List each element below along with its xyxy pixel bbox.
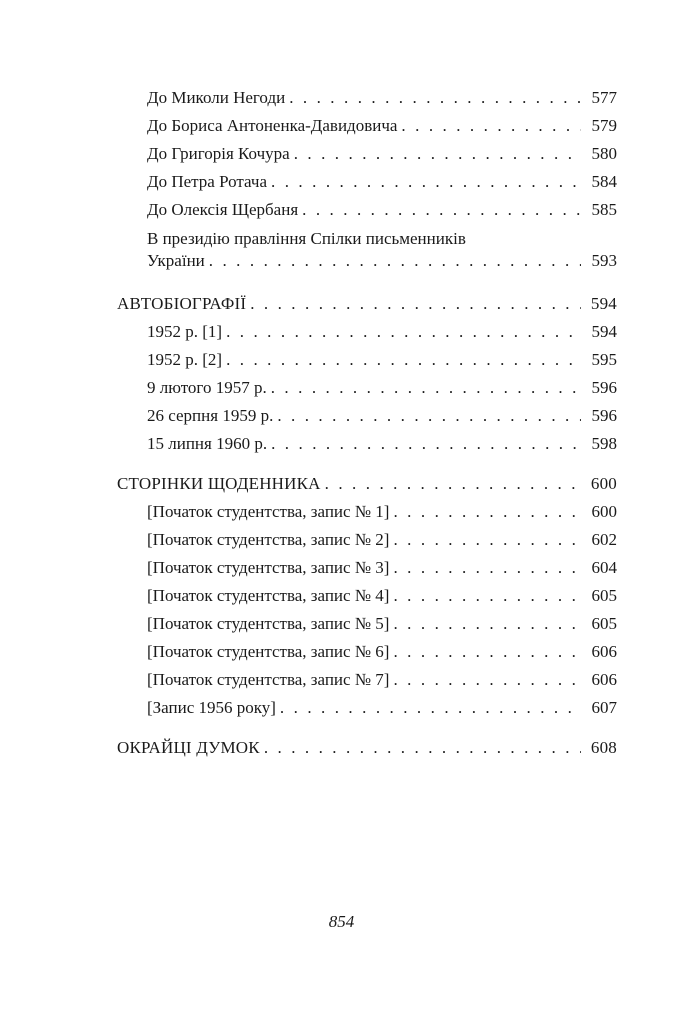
toc-entry-title: [Початок студентства, запис № 4]: [147, 586, 390, 605]
toc-entry-page: 605: [591, 614, 617, 633]
toc-entry-page: 585: [591, 200, 617, 219]
toc-entry-title-line1: В президію правління Спілки письменників: [147, 229, 466, 248]
toc-entry-page: 580: [591, 144, 617, 163]
toc-section-title: АВТОБІОГРАФІЇ: [117, 294, 247, 313]
toc-entry-title-line2: України: [147, 251, 205, 270]
toc-entry-page: 584: [591, 172, 617, 191]
toc-entry[interactable]: [117, 638, 617, 666]
dot-leader: [264, 734, 581, 762]
dot-leader: [277, 402, 581, 430]
dot-leader: [393, 666, 581, 694]
toc-entry[interactable]: [117, 554, 617, 582]
table-of-contents: [117, 84, 617, 762]
toc-entry-title: [Початок студентства, запис № 3]: [147, 558, 390, 577]
dot-leader: [289, 84, 581, 112]
toc-section-title: СТОРІНКИ ЩОДЕННИКА: [117, 474, 321, 493]
dot-leader: [280, 694, 581, 722]
dot-leader: [401, 112, 581, 140]
toc-entry-page: 579: [591, 116, 617, 135]
toc-entry-page: 596: [591, 406, 617, 425]
toc-entry-title: [Початок студентства, запис № 6]: [147, 642, 390, 661]
toc-entry-page: 608: [590, 738, 617, 757]
toc-entry[interactable]: [117, 582, 617, 610]
toc-entry[interactable]: [117, 694, 617, 722]
toc-entry-title: До Петра Ротача: [147, 172, 268, 191]
toc-entry-title: До Бориса Антоненка-Давидовича: [147, 116, 398, 135]
dot-leader: [325, 470, 581, 498]
dot-leader: [393, 554, 581, 582]
toc-entry[interactable]: [117, 112, 617, 140]
toc-entry[interactable]: [117, 140, 617, 168]
toc-entry-page: 594: [590, 294, 617, 313]
dot-leader: [294, 140, 581, 168]
toc-entry[interactable]: [117, 498, 617, 526]
dot-leader: [226, 346, 581, 374]
toc-entry-title: 9 лютого 1957 р.: [147, 378, 267, 397]
toc-entry-page: 607: [591, 698, 617, 717]
dot-leader: [271, 374, 581, 402]
toc-entry[interactable]: [117, 168, 617, 196]
toc-entry-title: [Початок студентства, запис № 5]: [147, 614, 390, 633]
toc-entry-page: 598: [591, 434, 617, 453]
dot-leader: [271, 430, 581, 458]
toc-entry[interactable]: [117, 402, 617, 430]
toc-entry-page: 606: [591, 670, 617, 689]
toc-entry-page: 593: [591, 251, 617, 270]
toc-entry[interactable]: [117, 84, 617, 112]
toc-entry[interactable]: [117, 196, 617, 224]
toc-entry-page: 606: [591, 642, 617, 661]
toc-section-heading[interactable]: [117, 470, 617, 498]
toc-entry-title: 1952 р. [2]: [147, 350, 223, 369]
toc-entry-page: 600: [590, 474, 617, 493]
toc-section-heading[interactable]: [117, 734, 617, 762]
toc-entry-title: 26 серпня 1959 р.: [147, 406, 274, 425]
toc-entry-page: 604: [591, 558, 617, 577]
toc-section-title: ОКРАЙЦІ ДУМОК: [117, 738, 260, 757]
toc-entry-page: 594: [591, 322, 617, 341]
toc-entry-page: 605: [591, 586, 617, 605]
toc-entry-page: 596: [591, 378, 617, 397]
toc-entry[interactable]: [117, 666, 617, 694]
page-number: 854: [328, 912, 355, 931]
dot-leader: [393, 638, 581, 666]
toc-entry-title: [Початок студентства, запис № 7]: [147, 670, 390, 689]
dot-leader: [302, 196, 581, 224]
dot-leader: [271, 168, 581, 196]
dot-leader: [393, 610, 581, 638]
toc-entry-title: 1952 р. [1]: [147, 322, 223, 341]
toc-entry[interactable]: [117, 610, 617, 638]
dot-leader: [393, 526, 581, 554]
toc-entry-title: До Григорія Кочура: [147, 144, 290, 163]
toc-entry-page: 595: [591, 350, 617, 369]
toc-entry-title: 15 липня 1960 р.: [147, 434, 268, 453]
toc-entry[interactable]: [117, 430, 617, 458]
toc-entry[interactable]: [117, 224, 617, 278]
toc-entry-title: [Початок студентства, запис № 2]: [147, 530, 390, 549]
dot-leader: [393, 498, 581, 526]
toc-entry[interactable]: [117, 526, 617, 554]
toc-entry[interactable]: [117, 346, 617, 374]
toc-entry-title: До Олексія Щербаня: [147, 200, 299, 219]
toc-entry-page: 577: [591, 88, 617, 107]
toc-entry[interactable]: [117, 318, 617, 346]
dot-leader: [226, 318, 581, 346]
toc-entry-title: [Початок студентства, запис № 1]: [147, 502, 390, 521]
toc-entry-page: 602: [591, 530, 617, 549]
toc-entry-title: [Запис 1956 року]: [147, 698, 276, 717]
dot-leader: [250, 290, 581, 318]
toc-entry-page: 600: [591, 502, 617, 521]
toc-entry-title: До Миколи Негоди: [147, 88, 286, 107]
dot-leader: [393, 582, 581, 610]
toc-section-heading[interactable]: [117, 290, 617, 318]
dot-leader: [209, 250, 581, 272]
toc-entry[interactable]: [117, 374, 617, 402]
